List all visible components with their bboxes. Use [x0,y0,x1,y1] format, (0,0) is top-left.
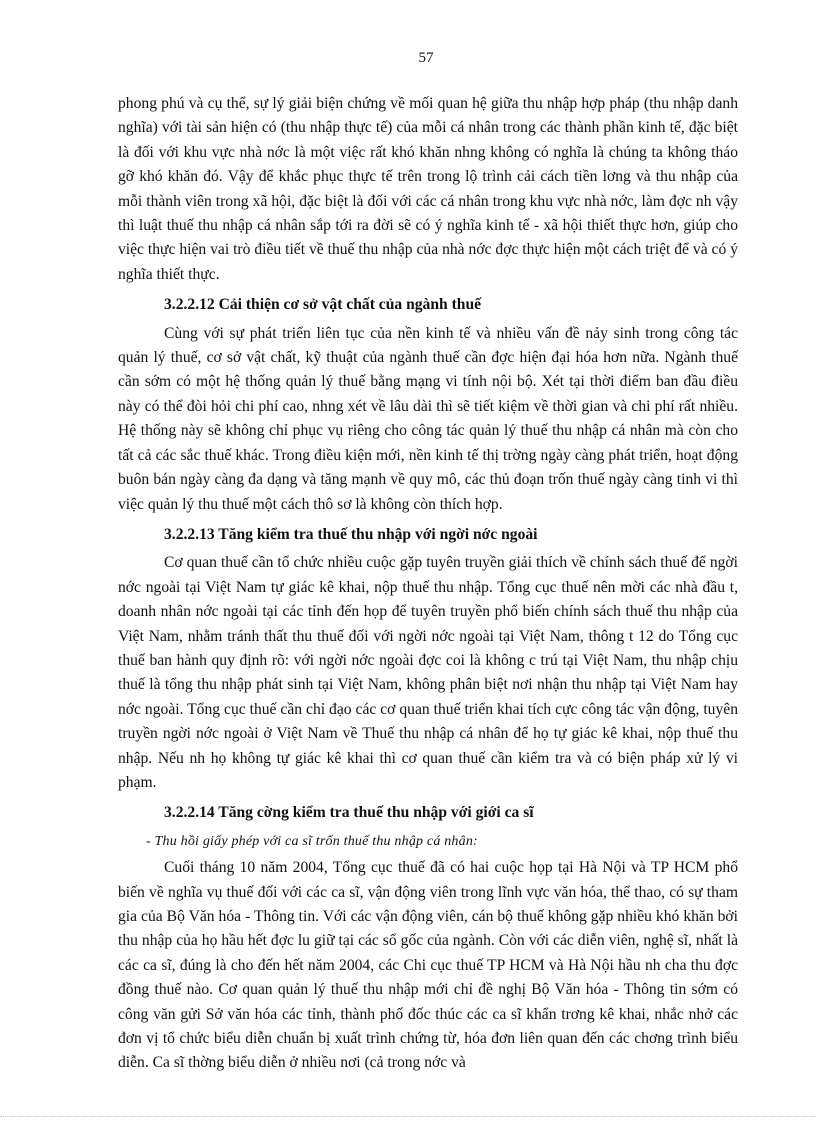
section-paragraph-3-2-2-12: Cùng với sự phát triển liên tục của nền kinh tế và nhiều vấn đề nảy sinh trong công tác quản lý thuế, cơ sở vật chất, kỹ thuật của ngành thuế cần đợc hiện đại hóa hơn nữa. Ngành thuế cần sớm có một hệ thống quản lý thuế bằng mạng vi tính nội bộ. Xét tại thời điểm ban đầu điều này có thể đòi hỏi chi phí cao, nhng xét về lâu dài thì sẽ tiết kiệm về thời gian và chi phí rất nhiều. Hệ thống này sẽ không chỉ phục vụ riêng cho công tác quản lý thuế thu nhập cá nhân mà còn cho tất cả các sắc thuế khác. Trong điều kiện mới, nền kinh tế thị trờng ngày càng phát triển, hoạt động buôn bán ngày càng đa dạng và tăng mạnh về quy mô, các thủ đoạn trốn thuế ngày càng tinh vi thì việc quản lý thu thuế một cách thô sơ là không còn thích hợp. [118,324,738,513]
section-subtitle-3-2-2-14: - Thu hồi giấy phép với ca sĩ trốn thuế thu nhập cá nhân: [146,833,478,849]
section-heading-3-2-2-13: 3.2.2.13 Tăng kiểm tra thuế thu nhập với ngời nớc ngoài [164,525,538,543]
section-heading-3-2-2-14: 3.2.2.14 Tăng cờng kiểm tra thuế thu nhập với giới ca sĩ [164,804,534,822]
document-body [118,92,738,1076]
intro-paragraph: phong phú và cụ thể, sự lý giải biện chứng về mối quan hệ giữa thu nhập hợp pháp (thu nhập danh nghĩa) với tài sản hiện có (thu nhập thực tế) của mỗi cá nhân trong các thành phần kinh tế, đặc biệt là đối với khu vực nhà nớc là một việc rất khó khăn nhng không có nghĩa là chúng ta không tháo gỡ khó khăn đó. Vậy để khắc phục thực tế trên trong lộ trình cải cách tiền lơng và thu nhập của mỗi thành viên trong xã hội, đặc biệt là đối với các cá nhân trong khu vực nhà nớc, làm đợc nh vậy thì luật thuế thu nhập cá nhân sắp tới ra đời sẽ có ý nghĩa kinh tế - xã hội thiết thực hơn, giúp cho việc thực hiện vai trò điều tiết về thuế thu nhập của nhà nớc đợc thực hiện một cách triệt để và có ý nghĩa thiết thực. [118,95,738,283]
section-paragraph-3-2-2-14: Cuối tháng 10 năm 2004, Tổng cục thuế đã có hai cuộc họp tại Hà Nội và TP HCM phổ biến về nghĩa vụ thuế đối với các ca sĩ, vận động viên trong lĩnh vực văn hóa, thể thao, có sự tham gia của Bộ Văn hóa - Thông tin. Với các vận động viên, cán bộ thuế không gặp nhiều khó khăn bởi thu nhập của họ hầu hết đợc lu giữ tại các sổ gốc của ngành. Còn với các diễn viên, nghệ sĩ, nhất là các ca sĩ, đúng là cho đến hết năm 2004, các Chi cục thuế TP HCM và Hà Nội hầu nh cha thu đợc đồng thuế nào. Cơ quan quản lý thuế thu nhập mới chỉ đề nghị Bộ Văn hóa - Thông tin sớm có công văn gửi Sở văn hóa các tỉnh, thành phố đốc thúc các ca sĩ khẩn trơng kê khai, nhắc nhở các đơn vị tổ chức biểu diễn chuẩn bị xuất trình chứng từ, hóa đơn liên quan đến các chơng trình biểu diễn. Ca sĩ thờng biểu diễn ở nhiều nơi (cả trong nớc và [118,859,738,1072]
page-bottom-divider [0,1116,816,1117]
page-number: 57 [418,50,434,66]
section-paragraph-3-2-2-13: Cơ quan thuế cần tổ chức nhiều cuộc gặp tuyên truyền giải thích về chính sách thuế để ngời nớc ngoài tại Việt Nam tự giác kê khai, nộp thuế thu nhập. Tổng cục thuế nên mời các nhà đầu t, doanh nhân nớc ngoài tại các tỉnh đến họp để tuyên truyền phổ biến chính sách thuế thu nhập của Việt Nam, nhằm tránh thất thu thuế đối với ngời nớc ngoài tại Việt Nam, thông t 12 do Tổng cục thuế ban hành quy định rõ: với ngời nớc ngoài đợc coi là không c trú tại Việt Nam, thu nhập chịu thuế là tổng thu nhập phát sinh tại Việt Nam, không phân biệt nơi nhận thu nhập tại Việt Nam hay nớc ngoài. Tổng cục thuế cần chỉ đạo các cơ quan thuế triển khai tích cực công tác vận động, tuyên truyền ngời nớc ngoài ở Việt Nam về Thuế thu nhập cá nhân để họ tự giác kê khai, nộp thuế thu nhập. Nếu nh họ không tự giác kê khai thì cơ quan thuế cần kiểm tra và có biện pháp xử lý vi phạm. [118,554,738,791]
section-heading-3-2-2-12: 3.2.2.12 Cải thiện cơ sở vật chất của ngành thuế [164,296,482,314]
